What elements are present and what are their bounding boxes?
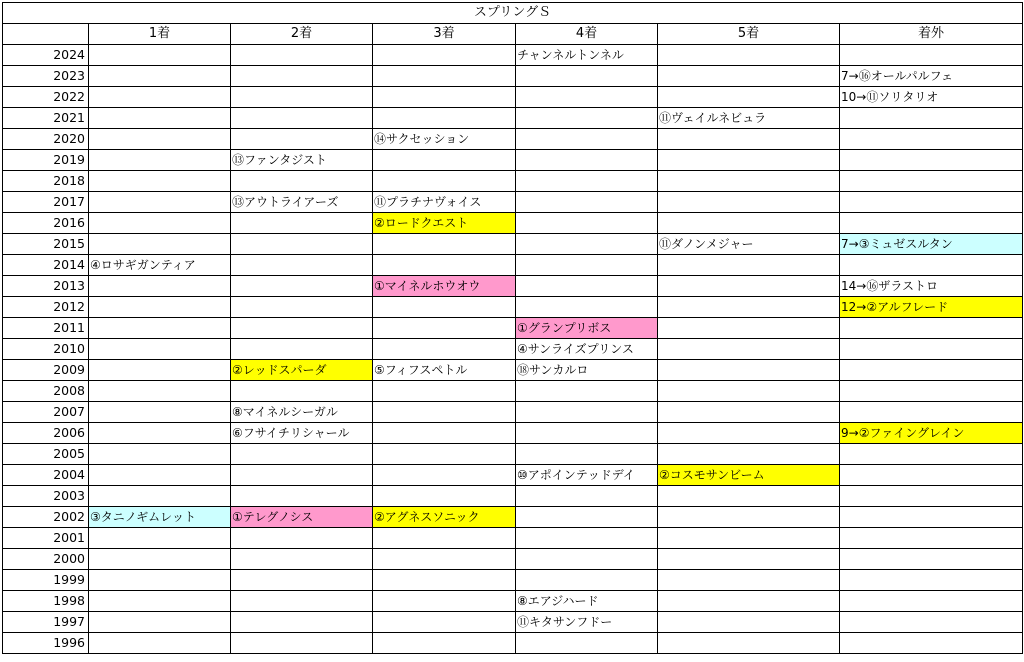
result-cell-3rd[interactable] xyxy=(373,45,516,66)
race-results-sheet xyxy=(2,2,1022,660)
header-3rd: 3着 xyxy=(373,24,516,45)
result-cell-2nd[interactable] xyxy=(231,528,373,549)
result-cell-1st[interactable] xyxy=(89,66,231,87)
result-cell-5th[interactable] xyxy=(658,507,840,528)
result-cell-1st[interactable] xyxy=(89,297,231,318)
result-cell-5th[interactable]: ②コスモサンビーム xyxy=(658,465,840,486)
result-cell-unplaced[interactable] xyxy=(840,360,1023,381)
table-row xyxy=(3,444,1023,465)
table-row xyxy=(3,318,1023,339)
year-cell[interactable]: 2021 xyxy=(3,108,89,129)
year-cell[interactable]: 2004 xyxy=(3,465,89,486)
result-cell-3rd[interactable] xyxy=(373,528,516,549)
result-cell-unplaced[interactable]: 14→⑯ザラストロ xyxy=(840,276,1023,297)
year-cell[interactable]: 2016 xyxy=(3,213,89,234)
result-cell-1st[interactable] xyxy=(89,381,231,402)
table-row xyxy=(3,549,1023,570)
result-cell-5th[interactable] xyxy=(658,570,840,591)
result-cell-5th[interactable] xyxy=(658,633,840,654)
result-cell-4th[interactable] xyxy=(516,129,658,150)
header-unplaced: 着外 xyxy=(840,24,1023,45)
result-cell-5th[interactable] xyxy=(658,318,840,339)
result-cell-1st[interactable] xyxy=(89,276,231,297)
year-cell[interactable]: 2011 xyxy=(3,318,89,339)
result-cell-4th[interactable] xyxy=(516,444,658,465)
result-cell-5th[interactable] xyxy=(658,297,840,318)
result-cell-5th[interactable] xyxy=(658,255,840,276)
table-row xyxy=(3,465,1023,486)
table-row xyxy=(3,297,1023,318)
table-row xyxy=(3,171,1023,192)
header-1st: 1着 xyxy=(89,24,231,45)
result-cell-1st[interactable] xyxy=(89,465,231,486)
result-cell-4th[interactable] xyxy=(516,66,658,87)
result-cell-2nd[interactable] xyxy=(231,612,373,633)
result-cell-1st[interactable]: ④ロサギガンティア xyxy=(89,255,231,276)
result-cell-unplaced[interactable] xyxy=(840,570,1023,591)
result-cell-4th[interactable] xyxy=(516,108,658,129)
result-cell-5th[interactable] xyxy=(658,129,840,150)
result-cell-1st[interactable] xyxy=(89,213,231,234)
result-cell-unplaced[interactable] xyxy=(840,549,1023,570)
result-cell-3rd[interactable] xyxy=(373,465,516,486)
result-cell-unplaced[interactable] xyxy=(840,108,1023,129)
year-cell[interactable]: 1998 xyxy=(3,591,89,612)
result-cell-unplaced[interactable]: 7→③ミュゼスルタン xyxy=(840,234,1023,255)
result-cell-4th[interactable] xyxy=(516,276,658,297)
result-cell-4th[interactable]: ⑱サンカルロ xyxy=(516,360,658,381)
table-row xyxy=(3,423,1023,444)
result-cell-1st[interactable] xyxy=(89,423,231,444)
result-cell-2nd[interactable] xyxy=(231,276,373,297)
result-cell-3rd[interactable] xyxy=(373,339,516,360)
results-table xyxy=(2,2,1023,654)
result-cell-3rd[interactable] xyxy=(373,549,516,570)
result-cell-1st[interactable] xyxy=(89,108,231,129)
result-cell-4th[interactable]: ④サンライズプリンス xyxy=(516,339,658,360)
header-row xyxy=(3,24,1023,45)
result-cell-unplaced[interactable]: 10→⑪ソリタリオ xyxy=(840,87,1023,108)
year-cell[interactable]: 1996 xyxy=(3,633,89,654)
result-cell-5th[interactable] xyxy=(658,528,840,549)
result-cell-4th[interactable] xyxy=(516,234,658,255)
year-cell[interactable]: 2008 xyxy=(3,381,89,402)
result-cell-4th[interactable] xyxy=(516,381,658,402)
result-cell-4th[interactable] xyxy=(516,549,658,570)
result-cell-1st[interactable] xyxy=(89,528,231,549)
result-cell-5th[interactable] xyxy=(658,402,840,423)
result-cell-1st[interactable] xyxy=(89,192,231,213)
year-cell[interactable]: 2010 xyxy=(3,339,89,360)
result-cell-unplaced[interactable] xyxy=(840,612,1023,633)
year-cell[interactable]: 2023 xyxy=(3,66,89,87)
table-row xyxy=(3,528,1023,549)
result-cell-unplaced[interactable] xyxy=(840,255,1023,276)
result-cell-unplaced[interactable] xyxy=(840,528,1023,549)
result-cell-4th[interactable] xyxy=(516,633,658,654)
result-cell-1st[interactable] xyxy=(89,612,231,633)
table-row xyxy=(3,129,1023,150)
result-cell-2nd[interactable]: ⑬ファンタジスト xyxy=(231,150,373,171)
result-cell-unplaced[interactable] xyxy=(840,129,1023,150)
result-cell-1st[interactable] xyxy=(89,318,231,339)
result-cell-4th[interactable]: ①グランプリボス xyxy=(516,318,658,339)
year-cell[interactable]: 2020 xyxy=(3,129,89,150)
result-cell-4th[interactable]: ⑪キタサンフドー xyxy=(516,612,658,633)
result-cell-2nd[interactable]: ⑬アウトライアーズ xyxy=(231,192,373,213)
result-cell-1st[interactable] xyxy=(89,150,231,171)
result-cell-3rd[interactable] xyxy=(373,570,516,591)
result-cell-1st[interactable] xyxy=(89,339,231,360)
result-cell-2nd[interactable] xyxy=(231,339,373,360)
year-cell[interactable]: 2005 xyxy=(3,444,89,465)
table-row xyxy=(3,192,1023,213)
table-row xyxy=(3,150,1023,171)
year-cell[interactable]: 2018 xyxy=(3,171,89,192)
year-cell[interactable]: 2014 xyxy=(3,255,89,276)
result-cell-3rd[interactable] xyxy=(373,381,516,402)
result-cell-unplaced[interactable] xyxy=(840,486,1023,507)
year-cell[interactable]: 2002 xyxy=(3,507,89,528)
result-cell-2nd[interactable] xyxy=(231,591,373,612)
table-row xyxy=(3,591,1023,612)
result-cell-2nd[interactable] xyxy=(231,45,373,66)
result-cell-1st[interactable] xyxy=(89,486,231,507)
result-cell-2nd[interactable] xyxy=(231,381,373,402)
table-row xyxy=(3,486,1023,507)
result-cell-3rd[interactable] xyxy=(373,297,516,318)
result-cell-5th[interactable] xyxy=(658,150,840,171)
result-cell-3rd[interactable] xyxy=(373,234,516,255)
result-cell-2nd[interactable]: ①テレグノシス xyxy=(231,507,373,528)
result-cell-2nd[interactable] xyxy=(231,171,373,192)
result-cell-unplaced[interactable]: 9→②ファイングレイン xyxy=(840,423,1023,444)
result-cell-1st[interactable] xyxy=(89,570,231,591)
table-row xyxy=(3,360,1023,381)
table-row xyxy=(3,381,1023,402)
result-cell-4th[interactable]: チャンネルトンネル xyxy=(516,45,658,66)
result-cell-3rd[interactable]: ⑤フィフスペトル xyxy=(373,360,516,381)
result-cell-3rd[interactable] xyxy=(373,171,516,192)
header-year xyxy=(3,24,89,45)
table-row xyxy=(3,507,1023,528)
result-cell-unplaced[interactable] xyxy=(840,171,1023,192)
result-cell-2nd[interactable] xyxy=(231,570,373,591)
result-cell-3rd[interactable] xyxy=(373,87,516,108)
result-cell-5th[interactable] xyxy=(658,192,840,213)
year-cell[interactable]: 2007 xyxy=(3,402,89,423)
result-cell-4th[interactable] xyxy=(516,423,658,444)
result-cell-3rd[interactable] xyxy=(373,633,516,654)
table-row xyxy=(3,570,1023,591)
year-cell[interactable]: 2019 xyxy=(3,150,89,171)
result-cell-5th[interactable]: ⑪ヴェイルネビュラ xyxy=(658,108,840,129)
result-cell-5th[interactable] xyxy=(658,276,840,297)
result-cell-2nd[interactable]: ②レッドスパーダ xyxy=(231,360,373,381)
result-cell-3rd[interactable] xyxy=(373,318,516,339)
result-cell-2nd[interactable] xyxy=(231,486,373,507)
result-cell-3rd[interactable] xyxy=(373,591,516,612)
result-cell-2nd[interactable] xyxy=(231,66,373,87)
result-cell-2nd[interactable] xyxy=(231,297,373,318)
result-cell-4th[interactable] xyxy=(516,402,658,423)
result-cell-2nd[interactable] xyxy=(231,444,373,465)
result-cell-4th[interactable]: ⑩アポインテッドデイ xyxy=(516,465,658,486)
result-cell-3rd[interactable]: ②ロードクエスト xyxy=(373,213,516,234)
result-cell-1st[interactable]: ③タニノギムレット xyxy=(89,507,231,528)
result-cell-1st[interactable] xyxy=(89,549,231,570)
result-cell-2nd[interactable] xyxy=(231,255,373,276)
table-row xyxy=(3,255,1023,276)
result-cell-unplaced[interactable] xyxy=(840,339,1023,360)
result-cell-1st[interactable] xyxy=(89,87,231,108)
result-cell-4th[interactable] xyxy=(516,255,658,276)
title-row xyxy=(3,3,1023,24)
result-cell-2nd[interactable] xyxy=(231,87,373,108)
result-cell-4th[interactable] xyxy=(516,150,658,171)
table-row xyxy=(3,66,1023,87)
result-cell-unplaced[interactable]: 7→⑯オールパルフェ xyxy=(840,66,1023,87)
result-cell-5th[interactable]: ⑪ダノンメジャー xyxy=(658,234,840,255)
result-cell-1st[interactable] xyxy=(89,402,231,423)
result-cell-4th[interactable]: ⑧エアジハード xyxy=(516,591,658,612)
table-row xyxy=(3,339,1023,360)
result-cell-4th[interactable] xyxy=(516,297,658,318)
result-cell-unplaced[interactable] xyxy=(840,633,1023,654)
result-cell-5th[interactable] xyxy=(658,444,840,465)
result-cell-5th[interactable] xyxy=(658,591,840,612)
result-cell-5th[interactable] xyxy=(658,171,840,192)
table-row xyxy=(3,87,1023,108)
table-row xyxy=(3,213,1023,234)
result-cell-unplaced[interactable] xyxy=(840,507,1023,528)
year-cell[interactable]: 2024 xyxy=(3,45,89,66)
result-cell-1st[interactable] xyxy=(89,360,231,381)
header-4th: 4着 xyxy=(516,24,658,45)
result-cell-3rd[interactable]: ②アグネスソニック xyxy=(373,507,516,528)
result-cell-4th[interactable] xyxy=(516,87,658,108)
result-cell-unplaced[interactable] xyxy=(840,444,1023,465)
result-cell-1st[interactable] xyxy=(89,45,231,66)
result-cell-4th[interactable] xyxy=(516,192,658,213)
result-cell-unplaced[interactable] xyxy=(840,318,1023,339)
result-cell-1st[interactable] xyxy=(89,444,231,465)
result-cell-2nd[interactable] xyxy=(231,318,373,339)
result-cell-5th[interactable] xyxy=(658,339,840,360)
year-cell[interactable]: 2013 xyxy=(3,276,89,297)
result-cell-unplaced[interactable] xyxy=(840,192,1023,213)
result-cell-3rd[interactable] xyxy=(373,66,516,87)
result-cell-4th[interactable] xyxy=(516,486,658,507)
result-cell-2nd[interactable]: ⑥フサイチリシャール xyxy=(231,423,373,444)
table-row xyxy=(3,612,1023,633)
result-cell-unplaced[interactable]: 12→②アルフレード xyxy=(840,297,1023,318)
result-cell-unplaced[interactable] xyxy=(840,150,1023,171)
result-cell-2nd[interactable] xyxy=(231,633,373,654)
sheet-title: スプリングＳ xyxy=(3,3,1023,24)
result-cell-2nd[interactable] xyxy=(231,465,373,486)
result-cell-5th[interactable] xyxy=(658,423,840,444)
result-cell-5th[interactable] xyxy=(658,87,840,108)
table-row xyxy=(3,45,1023,66)
year-cell[interactable]: 2022 xyxy=(3,87,89,108)
result-cell-4th[interactable] xyxy=(516,213,658,234)
result-cell-3rd[interactable]: ①マイネルホウオウ xyxy=(373,276,516,297)
result-cell-3rd[interactable] xyxy=(373,150,516,171)
result-cell-3rd[interactable]: ⑭サクセッション xyxy=(373,129,516,150)
header-2nd: 2着 xyxy=(231,24,373,45)
result-cell-3rd[interactable] xyxy=(373,612,516,633)
result-cell-unplaced[interactable] xyxy=(840,591,1023,612)
result-cell-5th[interactable] xyxy=(658,486,840,507)
result-cell-3rd[interactable] xyxy=(373,486,516,507)
result-cell-1st[interactable] xyxy=(89,633,231,654)
result-cell-3rd[interactable] xyxy=(373,108,516,129)
year-cell[interactable]: 2015 xyxy=(3,234,89,255)
result-cell-5th[interactable] xyxy=(658,612,840,633)
result-cell-5th[interactable] xyxy=(658,213,840,234)
result-cell-4th[interactable] xyxy=(516,570,658,591)
result-cell-5th[interactable] xyxy=(658,360,840,381)
result-cell-2nd[interactable] xyxy=(231,234,373,255)
result-cell-4th[interactable] xyxy=(516,528,658,549)
result-cell-2nd[interactable] xyxy=(231,108,373,129)
result-cell-3rd[interactable] xyxy=(373,402,516,423)
result-cell-unplaced[interactable] xyxy=(840,402,1023,423)
year-cell[interactable]: 2009 xyxy=(3,360,89,381)
result-cell-unplaced[interactable] xyxy=(840,465,1023,486)
result-cell-2nd[interactable] xyxy=(231,129,373,150)
table-row xyxy=(3,234,1023,255)
table-row xyxy=(3,402,1023,423)
result-cell-3rd[interactable] xyxy=(373,423,516,444)
result-cell-1st[interactable] xyxy=(89,129,231,150)
result-cell-unplaced[interactable] xyxy=(840,381,1023,402)
result-cell-4th[interactable] xyxy=(516,171,658,192)
result-cell-5th[interactable] xyxy=(658,381,840,402)
year-cell[interactable]: 2001 xyxy=(3,528,89,549)
result-cell-1st[interactable] xyxy=(89,591,231,612)
result-cell-5th[interactable] xyxy=(658,549,840,570)
header-5th: 5着 xyxy=(658,24,840,45)
result-cell-1st[interactable] xyxy=(89,234,231,255)
result-cell-4th[interactable] xyxy=(516,507,658,528)
result-cell-unplaced[interactable] xyxy=(840,213,1023,234)
result-cell-5th[interactable] xyxy=(658,66,840,87)
year-cell[interactable]: 2012 xyxy=(3,297,89,318)
result-cell-2nd[interactable] xyxy=(231,549,373,570)
result-cell-3rd[interactable]: ⑪プラチナヴォイス xyxy=(373,192,516,213)
year-cell[interactable]: 2003 xyxy=(3,486,89,507)
result-cell-unplaced[interactable] xyxy=(840,45,1023,66)
year-cell[interactable]: 2006 xyxy=(3,423,89,444)
year-cell[interactable]: 1999 xyxy=(3,570,89,591)
result-cell-2nd[interactable] xyxy=(231,213,373,234)
table-row xyxy=(3,633,1023,654)
year-cell[interactable]: 2017 xyxy=(3,192,89,213)
result-cell-5th[interactable] xyxy=(658,45,840,66)
year-cell[interactable]: 2000 xyxy=(3,549,89,570)
table-row xyxy=(3,276,1023,297)
year-cell[interactable]: 1997 xyxy=(3,612,89,633)
result-cell-1st[interactable] xyxy=(89,171,231,192)
result-cell-3rd[interactable] xyxy=(373,255,516,276)
table-row xyxy=(3,108,1023,129)
result-cell-3rd[interactable] xyxy=(373,444,516,465)
result-cell-2nd[interactable]: ⑧マイネルシーガル xyxy=(231,402,373,423)
